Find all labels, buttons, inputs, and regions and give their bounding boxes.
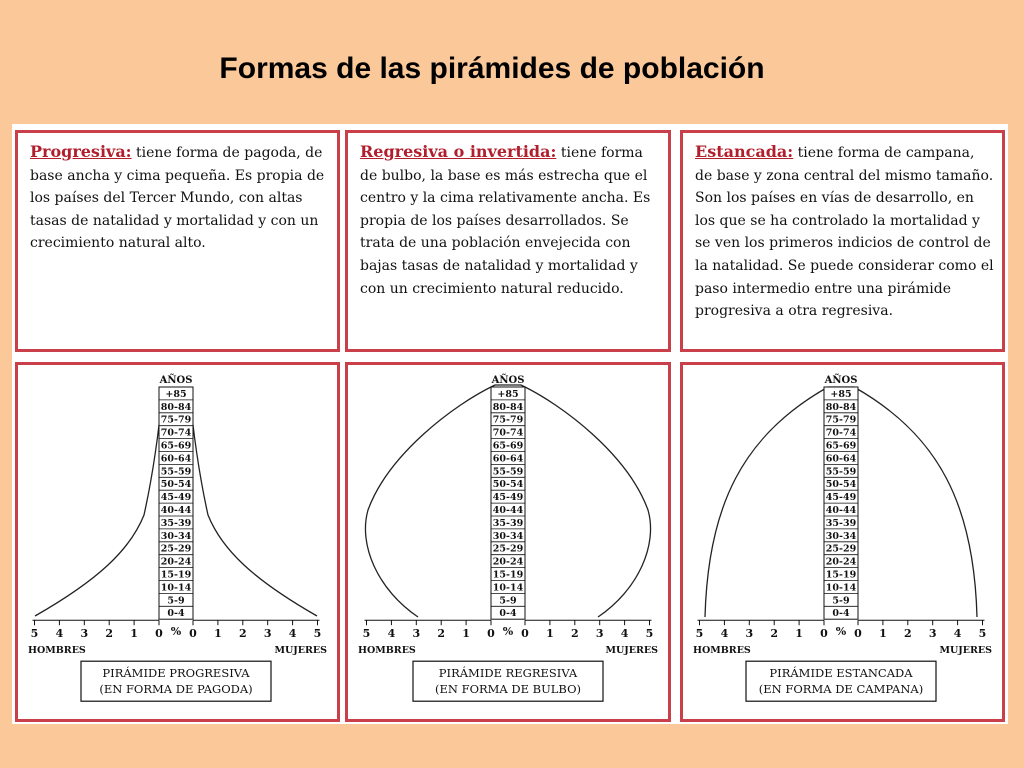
- age-group-label: 70-74: [160, 427, 192, 439]
- x-tick-label-left: 3: [745, 627, 754, 641]
- age-group-label: 65-69: [160, 440, 192, 452]
- x-tick-label-right: 2: [570, 627, 579, 641]
- pyramid-regresiva: [348, 365, 668, 719]
- x-tick-label-right: 4: [953, 627, 962, 641]
- men-label: HOMBRES: [358, 645, 416, 657]
- age-group-label: 5-9: [167, 595, 185, 607]
- pyramid-box-progresiva: [15, 362, 340, 722]
- x-tick-label-right: 5: [313, 627, 322, 641]
- age-group-label: 10-14: [825, 582, 857, 594]
- x-tick-label-left: 2: [105, 627, 114, 641]
- age-group-label: 50-54: [492, 479, 524, 491]
- age-group-label: 30-34: [160, 530, 192, 542]
- age-group-label: 25-29: [160, 543, 192, 555]
- x-tick-label-right: 3: [595, 627, 604, 641]
- percent-label: %: [835, 625, 847, 639]
- age-group-label: 75-79: [825, 414, 857, 426]
- age-group-label: 55-59: [492, 466, 524, 478]
- age-group-label: 30-34: [825, 530, 857, 542]
- x-tick-label-left: 4: [55, 627, 64, 641]
- x-tick-label-left: 2: [770, 627, 779, 641]
- age-group-label: 75-79: [492, 414, 524, 426]
- age-group-label: 10-14: [492, 582, 524, 594]
- desc-heading-regresiva: Regresiva o invertida:: [360, 142, 557, 161]
- desc-text-progresiva: tiene forma de pagoda, de base ancha y cima pequeña. Es propia de los países del Tercer Mundo, con altas tasas de natalidad y mortalidad y con un crecimiento natural alto.: [30, 145, 325, 252]
- desc-box-estancada: [680, 130, 1005, 352]
- x-tick-label-left: 0: [820, 627, 828, 641]
- x-tick-label-right: 5: [978, 627, 987, 641]
- age-group-label: 15-19: [825, 569, 857, 581]
- age-group-label: 75-79: [160, 414, 192, 426]
- desc-heading-progresiva: Progresiva:: [30, 142, 132, 161]
- age-group-label: 15-19: [160, 569, 192, 581]
- age-group-label: 80-84: [492, 401, 524, 413]
- age-group-label: 60-64: [160, 453, 192, 465]
- age-group-label: 35-39: [825, 517, 857, 529]
- age-axis-title: AÑOS: [824, 375, 858, 386]
- age-group-label: 65-69: [492, 440, 524, 452]
- caption-subtitle: (EN FORMA DE BULBO): [434, 682, 582, 697]
- x-tick-label-left: 4: [387, 627, 396, 641]
- age-group-label: +85: [165, 388, 187, 400]
- percent-label: %: [170, 625, 182, 639]
- age-group-label: 35-39: [160, 517, 192, 529]
- age-group-label: +85: [497, 388, 519, 400]
- age-group-label: 50-54: [825, 479, 857, 491]
- x-tick-label-left: 5: [30, 627, 39, 641]
- x-tick-label-right: 4: [620, 627, 629, 641]
- x-tick-label-right: 1: [546, 627, 554, 641]
- age-group-label: 5-9: [499, 595, 517, 607]
- age-group-label: 0-4: [499, 608, 517, 620]
- men-label: HOMBRES: [693, 645, 751, 657]
- age-group-label: 35-39: [492, 517, 524, 529]
- x-tick-label-left: 1: [462, 627, 470, 641]
- x-tick-label-right: 3: [263, 627, 272, 641]
- age-group-label: 40-44: [160, 505, 192, 516]
- age-group-label: 45-49: [492, 492, 524, 504]
- age-group-label: 55-59: [825, 466, 857, 478]
- caption-title: PIRÁMIDE REGRESIVA: [438, 666, 578, 681]
- age-group-label: 40-44: [492, 505, 524, 516]
- age-group-label: 20-24: [160, 556, 192, 568]
- desc-heading-estancada: Estancada:: [695, 142, 794, 161]
- x-tick-label-left: 5: [362, 627, 371, 641]
- slide-title: Formas de las pirámides de población: [219, 52, 765, 85]
- x-tick-label-left: 3: [80, 627, 89, 641]
- x-tick-label-right: 5: [645, 627, 654, 641]
- pyramid-estancada: [683, 365, 1002, 719]
- age-group-label: 60-64: [492, 453, 524, 465]
- x-tick-label-right: 4: [288, 627, 297, 641]
- women-label: MUJERES: [274, 645, 327, 657]
- age-group-label: 70-74: [825, 427, 857, 439]
- age-group-label: 70-74: [492, 427, 524, 439]
- x-tick-label-right: 0: [854, 627, 862, 641]
- age-group-label: 25-29: [492, 543, 524, 555]
- age-group-label: 50-54: [160, 479, 192, 491]
- age-group-label: +85: [830, 388, 852, 400]
- caption-subtitle: (EN FORMA DE PAGODA): [99, 682, 253, 697]
- men-label: HOMBRES: [28, 645, 86, 657]
- caption-title: PIRÁMIDE ESTANCADA: [769, 666, 913, 681]
- desc-text-estancada: tiene forma de campana, de base y zona central del mismo tamaño. Son los países en vías de desarrollo, en los que se ha controlado la mortalidad y se ven los primeros indicios de control de la natalidad. Se puede considerar como el paso intermedio entre una pirámide progresiva a otra regresiva.: [695, 145, 994, 320]
- age-group-label: 25-29: [825, 543, 857, 555]
- x-tick-label-right: 2: [903, 627, 912, 641]
- x-tick-label-right: 1: [214, 627, 222, 641]
- age-group-label: 0-4: [167, 608, 185, 620]
- x-tick-label-right: 0: [189, 627, 197, 641]
- age-axis-title: AÑOS: [491, 375, 525, 386]
- x-tick-label-right: 2: [238, 627, 247, 641]
- caption-subtitle: (EN FORMA DE CAMPANA): [758, 682, 924, 697]
- x-tick-label-left: 4: [720, 627, 729, 641]
- x-tick-label-left: 0: [487, 627, 495, 641]
- age-group-label: 55-59: [160, 466, 192, 478]
- age-axis-title: AÑOS: [159, 375, 193, 386]
- x-tick-label-left: 0: [155, 627, 163, 641]
- age-group-label: 45-49: [825, 492, 857, 504]
- age-group-label: 15-19: [492, 569, 524, 581]
- age-group-label: 60-64: [825, 453, 857, 465]
- pyramid-progresiva: [18, 365, 337, 719]
- age-group-label: 20-24: [825, 556, 857, 568]
- age-group-label: 80-84: [160, 401, 192, 413]
- pyramid-box-regresiva: [345, 362, 671, 722]
- x-tick-label-left: 5: [695, 627, 704, 641]
- x-tick-label-left: 1: [795, 627, 803, 641]
- x-tick-label-left: 2: [437, 627, 446, 641]
- desc-text-regresiva: tiene forma de bulbo, la base es más estrecha que el centro y la cima relativamente ancha. Es propia de los países desarrollados. Se trata de una población envejecida con bajas tasas de natalidad y mortalidad y con un crecimiento natural reducido.: [360, 145, 651, 297]
- pyramid-box-estancada: [680, 362, 1005, 722]
- caption-title: PIRÁMIDE PROGRESIVA: [102, 666, 250, 681]
- women-label: MUJERES: [605, 645, 658, 657]
- desc-box-progresiva: [15, 130, 340, 352]
- x-tick-label-left: 3: [412, 627, 421, 641]
- age-group-label: 10-14: [160, 582, 192, 594]
- content-panel: [12, 124, 1008, 724]
- age-group-label: 65-69: [825, 440, 857, 452]
- x-tick-label-right: 0: [521, 627, 529, 641]
- age-group-label: 20-24: [492, 556, 524, 568]
- age-group-label: 40-44: [825, 505, 857, 516]
- age-group-label: 45-49: [160, 492, 192, 504]
- desc-box-regresiva: [345, 130, 671, 352]
- women-label: MUJERES: [939, 645, 992, 657]
- x-tick-label-left: 1: [130, 627, 138, 641]
- age-group-label: 0-4: [832, 608, 850, 620]
- age-group-label: 80-84: [825, 401, 857, 413]
- x-tick-label-right: 1: [879, 627, 887, 641]
- age-group-label: 5-9: [832, 595, 850, 607]
- age-group-label: 30-34: [492, 530, 524, 542]
- percent-label: %: [502, 625, 514, 639]
- x-tick-label-right: 3: [928, 627, 937, 641]
